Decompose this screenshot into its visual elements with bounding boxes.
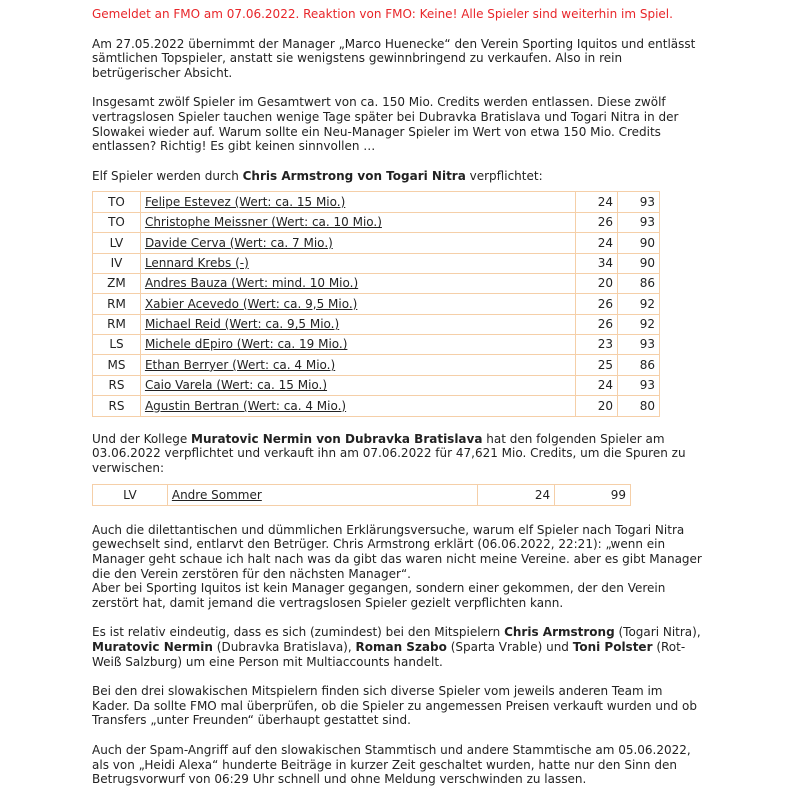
player-row xyxy=(93,355,660,375)
player-link[interactable]: Michael Reid (Wert: ca. 9,5 Mio.) xyxy=(144,317,340,332)
player-name: Chris Armstrong xyxy=(504,625,615,640)
player-link[interactable]: Ethan Berryer (Wert: ca. 4 Mio.) xyxy=(144,357,336,372)
age-cell: 24 xyxy=(576,233,618,253)
position-cell: LS xyxy=(93,335,141,355)
strength-cell: 93 xyxy=(618,212,660,232)
age-cell: 20 xyxy=(576,273,618,293)
age-cell: 26 xyxy=(576,212,618,232)
player-row xyxy=(93,273,660,293)
player-cell xyxy=(140,355,575,375)
togari-transfer-table xyxy=(92,191,660,416)
player-row xyxy=(93,396,660,416)
player-cell xyxy=(140,294,575,314)
paragraph-explanation: Auch die dilettantischen und dümmlichen Erklärungsversuche, warum elf Spieler nach Togari Nitra gewechselt sind, entlarvt den Betrüger. Chris Armstrong erklärt (06.06.2022, 22:21): „wenn ein Manager geht schaue ich halt nach was da gibt das waren nicht meine Vereine. aber es gibt Manager die den Verein zerstören für den nächsten Manager“. xyxy=(92,522,702,581)
age-cell: 26 xyxy=(576,294,618,314)
dubravka-transfer-table xyxy=(92,484,631,505)
strength-cell: 92 xyxy=(618,314,660,334)
player-cell xyxy=(140,375,575,395)
player-row xyxy=(93,294,660,314)
player-cell xyxy=(140,233,575,253)
manager-name: Muratovic Nermin von Dubravka Bratislava xyxy=(191,431,483,446)
age-cell: 24 xyxy=(576,192,618,212)
age-cell: 25 xyxy=(576,355,618,375)
position-cell: RS xyxy=(93,375,141,395)
player-cell xyxy=(140,273,575,293)
paragraph-dubravka xyxy=(92,432,702,476)
strength-cell: 93 xyxy=(618,335,660,355)
age-cell: 24 xyxy=(576,375,618,395)
player-link[interactable]: Christophe Meissner (Wert: ca. 10 Mio.) xyxy=(144,215,382,230)
player-row xyxy=(93,212,660,232)
position-cell: ZM xyxy=(93,273,141,293)
player-row xyxy=(93,253,660,273)
player-cell xyxy=(140,396,575,416)
paragraph-spam-attack: Auch der Spam-Angriff auf den slowakischen Stammtisch und andere Stammtische am 05.06.2022, als von „Heidi Alexa“ hunderte Beiträge in kurzer Zeit geschaltet wurden, hatte nur den Sinn den Betrugsvorwurf von 06:29 Uhr schnell und ohne Meldung verschwinden zu lassen. xyxy=(92,742,691,787)
player-name: Toni Polster xyxy=(572,639,653,654)
player-cell xyxy=(140,335,575,355)
text: Elf Spieler werden durch xyxy=(92,168,243,183)
paragraph-slovak-teams: Bei den drei slowakischen Mitspielern finden sich diverse Spieler vom jeweils anderen Team im Kader. Da sollte FMO mal überprüfen, ob die Spieler zu angemessen Preisen verkauft wurden und ob Transfers „unter Freunden“ überhaupt gestattet sind. xyxy=(92,684,697,728)
position-cell: MS xyxy=(93,355,141,375)
text: (Rot-Weiß Salzburg) um eine Person mit Multiaccounts handelt. xyxy=(92,639,686,669)
text: Und der Kollege xyxy=(92,431,192,446)
strength-cell: 86 xyxy=(618,273,660,293)
paragraph-dismissal: Insgesamt zwölf Spieler im Gesamtwert von ca. 150 Mio. Credits werden entlassen. Diese zwölf vertragslosen Spieler tauchen wenige Tage später bei Dubravka Bratislava und Togari Nitra in der Slowakei wieder auf. Warum sollte ein Neu-Manager Spieler im Wert von etwa 150 Mio. Credits entlassen? Richtig! Es gibt keinen sinnvollen … xyxy=(92,95,679,154)
player-link[interactable]: Michele dEpiro (Wert: ca. 19 Mio.) xyxy=(144,337,348,352)
player-row xyxy=(93,192,660,212)
position-cell: TO xyxy=(93,212,141,232)
player-cell xyxy=(140,253,575,273)
player-row xyxy=(93,335,660,355)
player-row xyxy=(93,233,660,253)
strength-cell: 93 xyxy=(618,192,660,212)
player-cell xyxy=(167,485,477,505)
strength-cell: 99 xyxy=(555,485,631,505)
position-cell: RM xyxy=(93,294,141,314)
age-cell: 20 xyxy=(576,396,618,416)
player-row xyxy=(93,314,660,334)
player-cell xyxy=(140,192,575,212)
player-name: Muratovic Nermin xyxy=(92,639,213,654)
strength-cell: 86 xyxy=(618,355,660,375)
player-link[interactable]: Caio Varela (Wert: ca. 15 Mio.) xyxy=(144,378,328,393)
player-name: Roman Szabo xyxy=(355,639,447,654)
paragraph-togari xyxy=(92,169,702,184)
position-cell: IV xyxy=(93,253,141,273)
text: Es ist relativ eindeutig, dass es sich (zumindest) bei den Mitspielern xyxy=(92,625,505,640)
text: (Togari Nitra), xyxy=(614,625,701,640)
player-row xyxy=(93,485,631,505)
player-link[interactable]: Xabier Acevedo (Wert: ca. 9,5 Mio.) xyxy=(144,296,358,311)
manager-name: Chris Armstrong von Togari Nitra xyxy=(242,168,466,183)
text: verpflichtet: xyxy=(465,168,543,183)
strength-cell: 90 xyxy=(618,253,660,273)
player-link[interactable]: Agustin Bertran (Wert: ca. 4 Mio.) xyxy=(144,398,347,413)
fmo-notice: Gemeldet an FMO am 07.06.2022. Reaktion von FMO: Keine! Alle Spieler sind weiterhin im Spiel. xyxy=(92,7,673,21)
article xyxy=(92,0,702,787)
text: (Sparta Vrable) und xyxy=(446,639,573,654)
age-cell: 26 xyxy=(576,314,618,334)
strength-cell: 80 xyxy=(618,396,660,416)
age-cell: 23 xyxy=(576,335,618,355)
player-link[interactable]: Lennard Krebs (-) xyxy=(144,255,249,270)
age-cell: 24 xyxy=(478,485,555,505)
player-link[interactable]: Felipe Estevez (Wert: ca. 15 Mio.) xyxy=(144,194,346,209)
paragraph-multiaccounts xyxy=(92,625,702,669)
position-cell: TO xyxy=(93,192,141,212)
text: hat den folgenden Spieler am 03.06.2022 verpflichtet und verkauft ihn am 07.06.2022 für 47,621 Mio. Credits, um die Spuren zu verwischen: xyxy=(92,431,686,475)
position-cell: RM xyxy=(93,314,141,334)
position-cell: LV xyxy=(93,233,141,253)
paragraph-explanation-rebuttal: Aber bei Sporting Iquitos ist kein Manager gegangen, sondern einer gekommen, der den Verein zerstört hat, damit jemand die vertragslosen Spieler gezielt verpflichten kann. xyxy=(92,581,666,610)
player-row xyxy=(93,375,660,395)
strength-cell: 90 xyxy=(618,233,660,253)
player-link[interactable]: Andre Sommer xyxy=(171,487,262,502)
position-cell: RS xyxy=(93,396,141,416)
player-link[interactable]: Andres Bauza (Wert: mind. 10 Mio.) xyxy=(144,276,359,291)
strength-cell: 92 xyxy=(618,294,660,314)
player-cell xyxy=(140,212,575,232)
player-cell xyxy=(140,314,575,334)
player-link[interactable]: Davide Cerva (Wert: ca. 7 Mio.) xyxy=(144,235,333,250)
text: (Dubravka Bratislava), xyxy=(212,639,356,654)
strength-cell: 93 xyxy=(618,375,660,395)
position-cell: LV xyxy=(93,485,168,505)
age-cell: 34 xyxy=(576,253,618,273)
paragraph-intro: Am 27.05.2022 übernimmt der Manager „Marco Huenecke“ den Verein Sporting Iquitos und entlässt sämtlichen Topspieler, anstatt sie wenigstens gewinnbringend zu verkaufen. Also in rein betrügerischer Absicht. xyxy=(92,36,696,80)
